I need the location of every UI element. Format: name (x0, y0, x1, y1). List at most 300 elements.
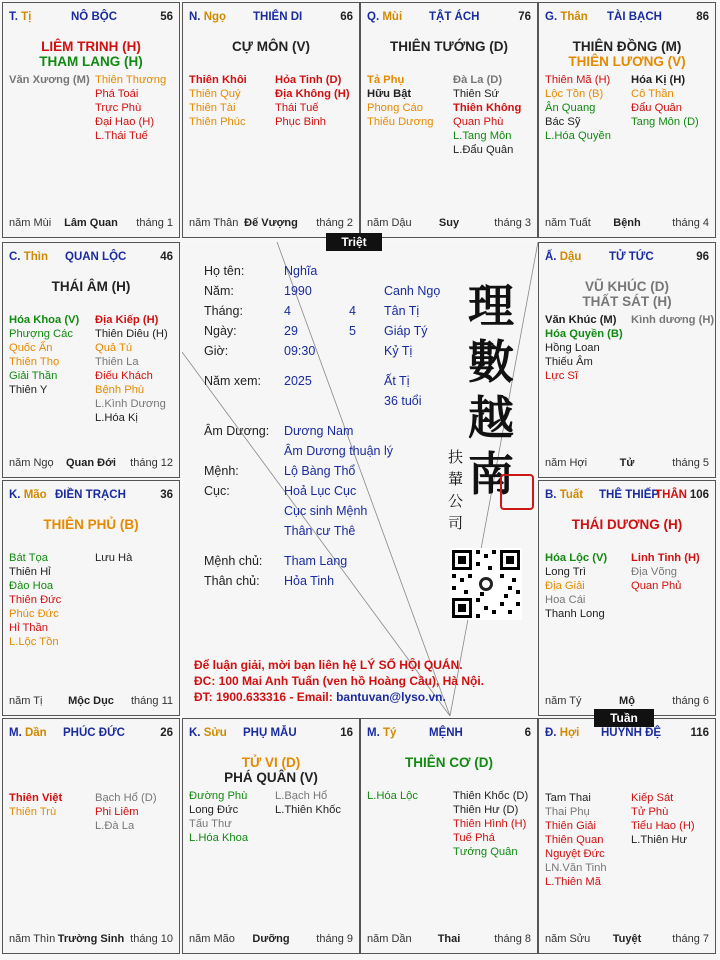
palace-truong-sinh: Mộ (619, 695, 635, 707)
minor-star: Thiên Hư (D) (453, 804, 519, 816)
minor-star: L.Hóa Khoa (189, 832, 249, 844)
palace-age: 26 (160, 727, 173, 739)
palace-footer (9, 695, 173, 709)
palace-year: năm Tuất (545, 217, 591, 229)
minor-star: Thiên Sứ (453, 88, 500, 100)
palace-chi: Hợi (559, 727, 580, 739)
palace-header (545, 727, 709, 743)
minor-star: Tử Phù (631, 806, 669, 818)
minor-stars-left (545, 791, 607, 889)
palace-branch (545, 727, 579, 739)
palace-header (9, 489, 173, 505)
minor-star: Lộc Tồn (B) (545, 88, 604, 100)
palace-branch (189, 727, 227, 739)
palace-name: TÀI BẠCH (607, 11, 662, 23)
palace-dan[interactable] (2, 718, 180, 954)
palace-dau[interactable] (538, 242, 716, 478)
palace-chi: Sửu (203, 727, 227, 739)
palace-can: K. (189, 727, 201, 739)
minor-star: Bệnh Phù (95, 384, 145, 396)
contact-phone-email (194, 690, 534, 705)
minor-star: Phúc Đức (9, 608, 59, 620)
minor-star: Quan Phù (453, 116, 504, 128)
palace-can: G. (545, 11, 558, 23)
minor-star: Bạch Hổ (D) (95, 792, 157, 804)
palace-name: QUAN LỘC (65, 251, 127, 263)
minor-star: L.Bạch Hổ (275, 790, 328, 802)
calligraphy-char-3: 越 (468, 391, 514, 445)
minor-star: Thiếu Âm (545, 356, 593, 368)
palace-chi: Thân (560, 11, 588, 23)
palace-header (9, 251, 173, 267)
minor-star: Hóa Khoa (V) (9, 314, 80, 326)
minor-star: Thiên Hình (H) (453, 818, 527, 830)
than-chu-label: Thân chủ: (204, 574, 260, 588)
palace-header (9, 11, 173, 27)
palace-header (367, 11, 531, 27)
minor-star: Linh Tinh (H) (631, 552, 700, 564)
palace-branch (9, 251, 48, 263)
minor-star: Lưu Hà (95, 552, 133, 564)
palace-mao[interactable] (2, 480, 180, 716)
nam-can-chi: Canh Ngọ (384, 284, 441, 298)
minor-star: Hồng Loan (545, 342, 600, 354)
minor-stars-left (545, 73, 611, 143)
main-star: VŨ KHÚC (D) (585, 279, 669, 294)
minor-star: Tấu Thư (189, 818, 232, 830)
contact-phone: ĐT: 1900.633316 - Email: (194, 690, 337, 704)
minor-star: Thiên Phúc (189, 116, 246, 128)
palace-month: tháng 12 (130, 457, 173, 469)
palace-header (9, 727, 173, 743)
menh-chu-value: Tham Lang (284, 554, 348, 568)
palace-chi: Tị (21, 11, 32, 23)
palace-truong-sinh: Suy (438, 217, 460, 229)
contact-address: ĐC: 100 Mai Anh Tuấn (ven hồ Hoàng Cầu), Hà Nội. (194, 674, 485, 688)
minor-star: Long Đức (189, 804, 239, 816)
minor-stars-left (9, 73, 90, 87)
minor-stars-right (453, 73, 521, 157)
minor-star: Đà La (D) (453, 74, 503, 86)
palace-can: Q. (367, 11, 380, 23)
minor-star: Thai Phụ (545, 806, 590, 818)
qr-code-icon[interactable] (450, 548, 522, 620)
minor-star: Thanh Long (545, 608, 605, 620)
menh-label: Mệnh: (204, 464, 239, 478)
palace-month: tháng 9 (316, 933, 353, 945)
minor-stars-left (9, 551, 61, 649)
minor-stars-left (367, 789, 418, 803)
minor-star: L.Kình Dương (95, 398, 166, 410)
palace-year: năm Hợi (545, 457, 588, 469)
ngay-am: 5 (349, 324, 356, 338)
main-star: THIÊN PHỦ (B) (43, 517, 139, 532)
calligraphy-char-1: 理 (468, 279, 514, 333)
menh-value: Lộ Bàng Thổ (284, 464, 356, 478)
palace-age: 46 (160, 251, 173, 263)
minor-star: L.Thái Tuế (95, 130, 148, 142)
cuc-label: Cục: (204, 484, 230, 498)
palace-age: 36 (160, 489, 173, 501)
palace-month: tháng 6 (672, 695, 709, 707)
palace-footer (545, 933, 709, 947)
palace-footer (9, 457, 173, 471)
contact-email-link[interactable]: bantuvan@lyso.vn. (336, 690, 446, 704)
minor-star: Thiên Khôi (189, 74, 247, 86)
nam-label: Năm: (204, 284, 234, 298)
palace-year: năm Dậu (367, 217, 412, 229)
palace-chi: Mùi (382, 11, 403, 23)
minor-star: Tiểu Hao (H) (631, 820, 695, 832)
nam-xem-label: Năm xem: (204, 374, 261, 388)
thang-can-chi: Tân Tị (384, 304, 420, 318)
minor-star: Văn Xương (M) (9, 74, 90, 86)
palace-age: 56 (160, 11, 173, 23)
palace-name: ĐIỀN TRẠCH (55, 489, 126, 501)
minor-stars-left (189, 789, 248, 845)
main-star: THÁI ÂM (H) (51, 279, 131, 294)
main-star: THIÊN CƠ (D) (404, 755, 493, 770)
minor-star: Tả Phụ (367, 74, 405, 86)
palace-branch (9, 727, 47, 739)
minor-star: Địa Không (H) (275, 88, 350, 100)
palace-footer (367, 933, 531, 947)
main-star: PHÁ QUÂN (V) (224, 770, 318, 785)
gio-can-chi: Kỷ Tị (384, 344, 413, 358)
palace-footer (545, 217, 709, 231)
am-duong-label: Âm Dương: (204, 424, 270, 438)
palace-footer (9, 217, 173, 231)
minor-star: Thiên Trù (9, 806, 57, 818)
minor-star: Thiên Thương (95, 74, 167, 86)
minor-stars-right (95, 73, 166, 143)
nam-xem-value: 2025 (284, 374, 312, 388)
minor-star: Địa Giải (545, 580, 585, 592)
palace-truong-sinh: Dưỡng (252, 933, 290, 945)
minor-star: Quan Phủ (631, 580, 682, 592)
minor-star: Phượng Các (9, 328, 73, 340)
minor-star: Trực Phù (95, 102, 142, 114)
palace-month: tháng 5 (672, 457, 709, 469)
gio-label: Giờ: (204, 344, 229, 358)
main-star: LIÊM TRINH (H) (41, 39, 141, 54)
palace-header (189, 727, 353, 743)
palace-branch (367, 11, 402, 23)
minor-star: Đường Phù (189, 790, 248, 802)
palace-can: B. (545, 489, 557, 501)
palace-branch (545, 11, 588, 23)
than-marker: THÂN (655, 489, 687, 501)
palace-age: 106 (689, 489, 709, 501)
ngay-can-chi: Giáp Tý (384, 324, 428, 338)
palace-footer (367, 217, 531, 231)
palace-truong-sinh: Tuyệt (612, 933, 642, 945)
minor-star: L.Thiên Mã (545, 876, 601, 888)
palace-branch (545, 251, 581, 263)
main-star: THIÊN TƯỚNG (D) (390, 39, 508, 54)
minor-stars-right (631, 313, 714, 327)
minor-star: Kình dương (H) (631, 314, 715, 326)
thang-am: 4 (349, 304, 356, 318)
palace-mui[interactable] (360, 2, 538, 238)
palace-year: năm Thân (189, 217, 239, 229)
palace-header (545, 11, 709, 27)
minor-stars-right (275, 789, 341, 817)
palace-month: tháng 8 (494, 933, 531, 945)
ho-ten-value: Nghĩa (284, 264, 318, 278)
palace-month: tháng 2 (316, 217, 353, 229)
palace-age: 86 (696, 11, 709, 23)
minor-stars-right (95, 313, 168, 425)
palace-age: 76 (518, 11, 531, 23)
minor-star: Tang Môn (D) (631, 116, 699, 128)
palace-branch (367, 727, 396, 739)
red-seal-icon (500, 474, 534, 510)
minor-star: Thiên Việt (9, 792, 63, 804)
minor-star: Hóa Quyền (B) (545, 328, 623, 340)
main-star: TỬ VI (D) (241, 755, 301, 770)
minor-star: Hỉ Thần (9, 622, 48, 634)
palace-month: tháng 1 (136, 217, 173, 229)
minor-stars-left (189, 73, 247, 129)
minor-star: L.Thiên Hư (631, 834, 687, 846)
minor-stars-right (95, 791, 157, 833)
minor-star: L.Tang Môn (453, 130, 512, 142)
palace-age: 16 (340, 727, 353, 739)
minor-star: Hữu Bật (367, 88, 412, 100)
palace-year: năm Tị (9, 695, 43, 707)
palace-can: N. (189, 11, 201, 23)
minor-star: Phong Cáo (367, 102, 423, 114)
palace-footer (189, 933, 353, 947)
than-cu-note: Thân cư Thê (284, 524, 356, 538)
palace-chi: Tý (382, 727, 397, 739)
main-star: THÁI DƯƠNG (H) (571, 517, 683, 532)
palace-month: tháng 11 (130, 695, 173, 707)
calligraphy-char-2: 數 (468, 335, 514, 389)
palace-chi: Dần (24, 727, 47, 739)
palace-month: tháng 3 (494, 217, 531, 229)
palace-chi: Ngọ (203, 11, 227, 23)
minor-stars-right (275, 73, 350, 129)
palace-header (545, 489, 709, 505)
palace-can: Ấ. (545, 251, 557, 263)
minor-star: L.Đà La (95, 820, 135, 832)
minor-star: Bát Tọa (9, 552, 48, 564)
minor-star: L.Lộc Tồn (9, 636, 59, 648)
minor-star: Bác Sỹ (545, 116, 581, 128)
minor-star: L.Hóa Kị (95, 412, 138, 424)
palace-name: THIÊN DI (253, 11, 303, 23)
minor-star: Ân Quang (545, 102, 596, 114)
palace-month: tháng 7 (672, 933, 709, 945)
palace-year: năm Tý (545, 695, 582, 707)
minor-star: Địa Kiếp (H) (95, 314, 159, 326)
menh-chu-label: Mệnh chủ: (204, 554, 263, 568)
palace-year: năm Mão (189, 933, 235, 945)
palace-name: MỆNH (429, 727, 463, 739)
minor-star: Phá Toái (95, 88, 139, 100)
ngay-label: Ngày: (204, 324, 237, 338)
palace-name: PHÚC ĐỨC (63, 727, 125, 739)
palace-branch (9, 489, 47, 501)
minor-star: L.Hóa Quyền (545, 130, 611, 142)
minor-star: L.Hóa Lộc (367, 790, 418, 802)
palace-header (189, 11, 353, 27)
palace-age: 96 (696, 251, 709, 263)
minor-stars-left (367, 73, 433, 129)
minor-star: Long Trì (545, 566, 587, 578)
minor-stars-left (545, 551, 607, 621)
minor-star: Địa Võng (631, 566, 678, 578)
minor-stars-left (545, 313, 623, 383)
minor-stars-right (453, 789, 528, 859)
nam-xem-can-chi: Ất Tị (384, 374, 410, 388)
minor-star: Thiếu Dương (367, 116, 434, 128)
minor-stars-right (631, 791, 695, 847)
palace-header (545, 251, 709, 267)
palace-can: C. (9, 251, 21, 263)
palace-year: năm Dần (367, 933, 412, 945)
minor-star: Kiếp Sát (631, 792, 674, 804)
palace-branch (9, 11, 31, 23)
minor-star: Giải Thần (9, 370, 58, 382)
minor-star: Tam Thai (545, 792, 591, 804)
palace-can: Đ. (545, 727, 557, 739)
minor-star: Thiên Mã (H) (545, 74, 611, 86)
minor-star: Thiên Hỉ (9, 566, 51, 578)
palace-than[interactable] (538, 2, 716, 238)
palace-branch (189, 11, 226, 23)
palace-ty[interactable] (360, 718, 538, 954)
palace-footer (545, 695, 709, 709)
seal-text: 扶 輦 公 司 (448, 448, 464, 532)
minor-star: Quả Tú (95, 342, 133, 354)
palace-name: TẬT ÁCH (429, 11, 480, 23)
palace-year: năm Mùi (9, 217, 52, 229)
palace-truong-sinh: Thai (437, 933, 461, 945)
palace-name: THÊ THIẾP (599, 489, 660, 501)
minor-star: Thiên Khốc (D) (453, 790, 529, 802)
tuoi-value: 36 tuổi (384, 394, 422, 408)
palace-month: tháng 10 (130, 933, 173, 945)
minor-star: Lực Sĩ (545, 370, 578, 382)
contact-line-1: Để luận giải, mời bạn liên hệ LÝ SỐ HỘI QUÁN. (194, 658, 463, 672)
palace-truong-sinh: Đế Vượng (244, 217, 298, 229)
minor-star: LN.Văn Tinh (545, 862, 607, 874)
minor-stars-right (95, 551, 132, 565)
gio-value: 09:30 (284, 344, 316, 358)
palace-age: 66 (340, 11, 353, 23)
minor-stars-left (9, 313, 79, 397)
palace-chi: Tuất (559, 489, 584, 501)
palace-can: M. (9, 727, 22, 739)
palace-truong-sinh: Quan Đới (66, 457, 116, 469)
minor-star: Phục Binh (275, 116, 326, 128)
minor-star: Hóa Lộc (V) (545, 552, 608, 564)
minor-star: Đẩu Quân (631, 102, 682, 114)
minor-star: Hỏa Tinh (D) (275, 74, 342, 86)
main-star: THẤT SÁT (H) (582, 294, 672, 309)
palace-ti[interactable] (2, 2, 180, 238)
palace-truong-sinh: Trường Sinh (57, 933, 125, 945)
palace-name: TỬ TỨC (609, 251, 654, 263)
palace-chi: Mão (23, 489, 47, 501)
minor-star: Văn Khúc (M) (545, 314, 617, 326)
minor-star: Hoa Cái (545, 594, 586, 606)
minor-star: Thiên Tài (189, 102, 236, 114)
minor-star: Cô Thần (631, 88, 674, 100)
minor-star: Thiên Đức (9, 594, 62, 606)
minor-star: Tướng Quân (453, 846, 518, 858)
palace-suu[interactable] (182, 718, 360, 954)
palace-chi: Thìn (23, 251, 48, 263)
palace-header (367, 727, 531, 743)
minor-star: L.Đẩu Quân (453, 144, 514, 156)
palace-name: PHỤ MẪU (243, 727, 297, 739)
palace-footer (545, 457, 709, 471)
palace-year: năm Ngọ (9, 457, 54, 469)
thang-value: 4 (284, 304, 291, 318)
tuan-marker: Tuần (594, 709, 654, 727)
minor-stars-right (631, 73, 699, 129)
minor-star: Hóa Kị (H) (631, 74, 686, 86)
minor-star: Đào Hoa (9, 580, 54, 592)
minor-star: Đại Hao (H) (95, 116, 155, 128)
palace-year: năm Thìn (9, 933, 56, 945)
minor-star: Thái Tuế (275, 102, 319, 114)
cuc-value: Hoả Lục Cục (284, 484, 357, 498)
palace-truong-sinh: Bệnh (613, 217, 641, 229)
palace-tuat[interactable] (538, 480, 716, 716)
am-duong-value: Dương Nam (284, 424, 354, 438)
palace-hoi[interactable] (538, 718, 716, 954)
palace-truong-sinh: Mộc Dục (68, 695, 114, 707)
palace-truong-sinh: Tử (619, 457, 635, 469)
cuc-note: Cục sinh Mệnh (284, 504, 368, 518)
main-star: THIÊN LƯƠNG (V) (568, 54, 686, 69)
minor-star: Thiên Quan (545, 834, 604, 846)
calligraphy-char-4: 南 (468, 447, 514, 501)
palace-branch (545, 489, 583, 501)
minor-stars-left (9, 791, 62, 819)
minor-star: Thiên Thọ (9, 356, 60, 368)
palace-truong-sinh: Lâm Quan (64, 217, 118, 229)
minor-star: Thiên La (95, 356, 139, 368)
palace-name: HUYNH ĐỆ (601, 727, 662, 739)
minor-star: Thiên Quý (189, 88, 241, 100)
minor-star: Thiên Y (9, 384, 48, 396)
minor-stars-right (631, 551, 700, 593)
main-star: THAM LANG (H) (39, 54, 143, 69)
palace-ngo[interactable] (182, 2, 360, 238)
minor-star: Tuế Phá (453, 832, 495, 844)
palace-month: tháng 4 (672, 217, 709, 229)
minor-star: Quốc Ấn (9, 342, 53, 354)
palace-name: NÔ BỘC (71, 11, 117, 23)
main-star: THIÊN ĐỒNG (M) (572, 39, 682, 54)
palace-age: 116 (690, 727, 709, 739)
palace-thin[interactable] (2, 242, 180, 478)
ngay-value: 29 (284, 324, 298, 338)
palace-footer (9, 933, 173, 947)
am-duong-note: Âm Dương thuận lý (284, 444, 393, 458)
triet-marker: Triệt (326, 233, 382, 251)
thang-label: Tháng: (204, 304, 243, 318)
minor-star: Phi Liêm (95, 806, 139, 818)
minor-star: Thiên Không (453, 102, 522, 114)
minor-star: Thiên Diêu (H) (95, 328, 168, 340)
